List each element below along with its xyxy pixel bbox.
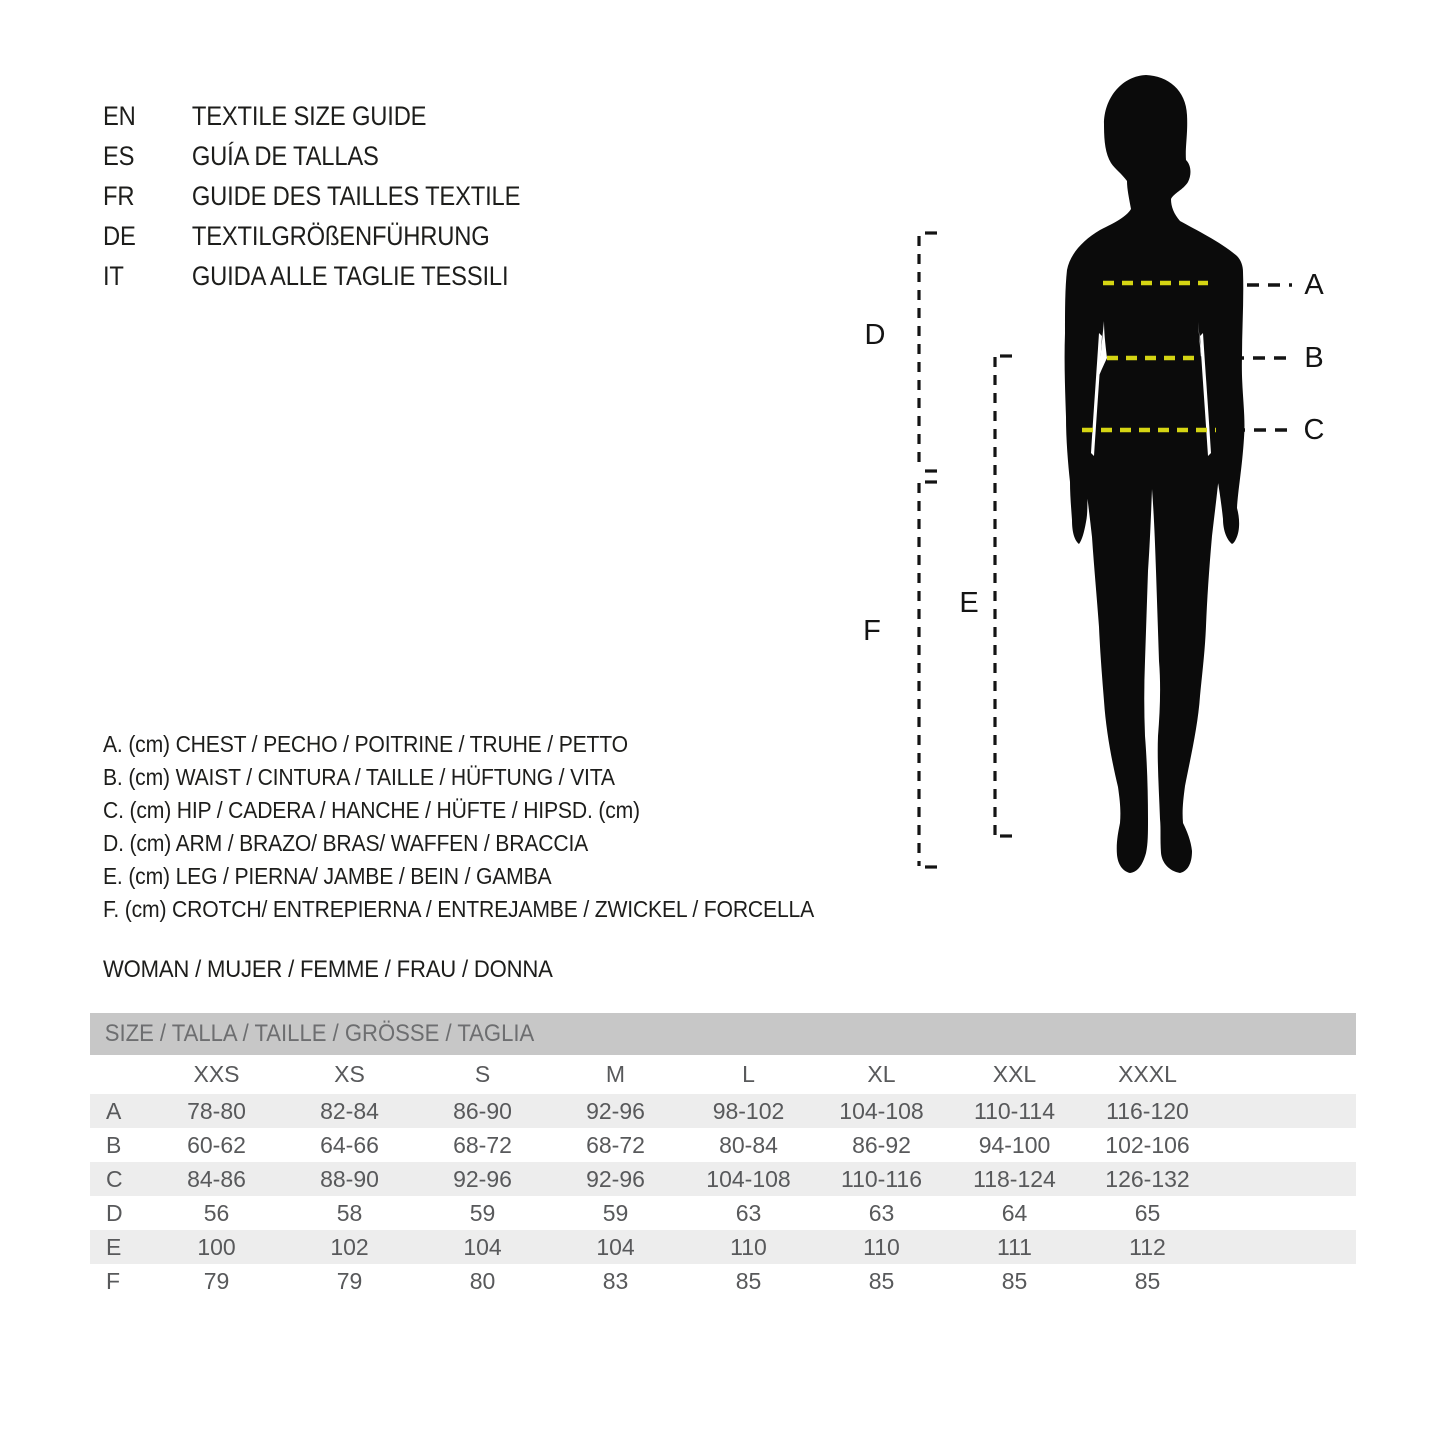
size-column-header: L	[742, 1061, 755, 1087]
size-table	[90, 1055, 1356, 1298]
language-code: ES	[103, 141, 135, 171]
language-row	[103, 96, 520, 136]
size-value-cell: 63	[868, 1199, 895, 1226]
size-column-header: S	[474, 1061, 491, 1087]
row-filler-cell	[1214, 1196, 1356, 1230]
measure-line-ticks	[925, 233, 1012, 867]
measure-row-label: B	[106, 1131, 122, 1158]
size-value-cell: 59	[469, 1199, 496, 1226]
size-value-cell: 64	[1001, 1199, 1028, 1226]
size-value-cell: 63	[735, 1199, 762, 1226]
size-table-header-text: SIZE / TALLA / TAILLE / GRÖSSE / TAGLIA	[104, 1020, 535, 1047]
language-guide-title: GUÍA DE TALLAS	[191, 141, 379, 171]
size-table-row	[90, 1264, 1356, 1298]
size-value-cell: 85	[1134, 1267, 1161, 1294]
size-value-cell: 112	[1129, 1233, 1166, 1260]
size-value-cell: 85	[735, 1267, 762, 1294]
size-value-cell: 126-132	[1105, 1165, 1190, 1192]
size-value-cell: 111	[997, 1233, 1032, 1260]
size-value-cell: 102	[330, 1233, 369, 1260]
size-value-cell: 60-62	[187, 1131, 246, 1158]
language-code: FR	[103, 181, 135, 211]
measurement-legend	[103, 728, 814, 926]
row-filler-cell	[1214, 1128, 1356, 1162]
size-value-cell: 68-72	[586, 1131, 645, 1158]
arm-label: D	[864, 319, 886, 351]
crotch-label: F	[863, 615, 881, 647]
size-column-header: XXXL	[1118, 1061, 1177, 1087]
legend-line: E. (cm) LEG / PIERNA/ JAMBE / BEIN / GAMBA	[103, 863, 552, 889]
size-table-row	[90, 1128, 1356, 1162]
language-title-list	[103, 96, 520, 296]
language-row	[103, 256, 520, 296]
measure-row-label: E	[106, 1233, 122, 1260]
size-value-cell: 110-116	[841, 1165, 922, 1192]
size-value-cell: 88-90	[320, 1165, 379, 1192]
body-measure-lines	[1082, 283, 1216, 430]
size-column-header: XS	[334, 1061, 365, 1087]
size-value-cell: 104	[596, 1233, 635, 1260]
size-value-cell: 59	[602, 1199, 629, 1226]
size-value-cell: 80	[469, 1267, 496, 1294]
leg-label: E	[959, 587, 979, 619]
size-value-cell: 58	[336, 1199, 363, 1226]
size-value-cell: 68-72	[453, 1131, 512, 1158]
size-value-cell: 110	[730, 1233, 767, 1260]
measure-row-label: D	[106, 1199, 123, 1226]
measure-row-label: C	[106, 1165, 123, 1192]
row-filler-cell	[1214, 1230, 1356, 1264]
waist-label: B	[1304, 342, 1324, 374]
size-value-cell: 84-86	[187, 1165, 246, 1192]
left-armpit-gap	[1091, 333, 1102, 456]
size-value-cell: 100	[197, 1233, 236, 1260]
legend-line: C. (cm) HIP / CADERA / HANCHE / HÜFTE / HIPSD. (cm)	[103, 797, 640, 823]
abc-connector-lines	[1190, 285, 1292, 430]
size-column-corner	[90, 1055, 150, 1094]
size-column-header: XL	[867, 1061, 896, 1087]
right-armpit-gap	[1200, 333, 1211, 456]
row-filler-cell	[1214, 1264, 1356, 1298]
gender-heading: WOMAN / MUJER / FEMME / FRAU / DONNA	[103, 956, 553, 983]
size-value-cell: 78-80	[187, 1097, 246, 1124]
size-value-cell: 56	[203, 1199, 230, 1226]
size-value-cell: 86-92	[852, 1131, 911, 1158]
hip-label: C	[1303, 414, 1325, 446]
language-row	[103, 176, 520, 216]
size-value-cell: 92-96	[453, 1165, 512, 1192]
legend-line: B. (cm) WAIST / CINTURA / TAILLE / HÜFTUNG / VITA	[103, 764, 615, 790]
size-value-cell: 80-84	[719, 1131, 778, 1158]
legend-line: F. (cm) CROTCH/ ENTREPIERNA / ENTREJAMBE / ZWICKEL / FORCELLA	[103, 896, 815, 922]
size-value-cell: 98-102	[712, 1097, 785, 1124]
size-table-row	[90, 1196, 1356, 1230]
chest-label: A	[1304, 269, 1324, 301]
size-value-cell: 104	[463, 1233, 502, 1260]
measure-row-label: F	[106, 1267, 121, 1294]
size-value-cell: 65	[1134, 1199, 1161, 1226]
size-value-cell: 94-100	[978, 1131, 1051, 1158]
language-code: EN	[103, 101, 136, 131]
size-table-row	[90, 1094, 1356, 1128]
size-value-cell: 102-106	[1105, 1131, 1190, 1158]
language-guide-title: TEXTILGRÖßENFÜHRUNG	[191, 221, 490, 251]
size-table-header-band	[90, 1013, 1356, 1055]
size-column-header: M	[605, 1061, 626, 1087]
size-value-cell: 110	[863, 1233, 900, 1260]
size-value-cell: 92-96	[586, 1097, 645, 1124]
size-value-cell: 110-114	[974, 1097, 1055, 1124]
size-value-cell: 79	[203, 1267, 230, 1294]
legend-line: D. (cm) ARM / BRAZO/ BRAS/ WAFFEN / BRACCIA	[103, 830, 589, 856]
measure-row-label: A	[106, 1097, 122, 1124]
size-value-cell: 85	[868, 1267, 895, 1294]
woman-silhouette-group	[1065, 75, 1245, 873]
size-value-cell: 86-90	[453, 1097, 512, 1124]
language-guide-title: GUIDA ALLE TAGLIE TESSILI	[191, 261, 509, 291]
size-value-cell: 85	[1001, 1267, 1028, 1294]
language-guide-title: TEXTILE SIZE GUIDE	[191, 101, 427, 131]
row-filler-cell	[1214, 1094, 1356, 1128]
size-column-header: XXL	[992, 1061, 1037, 1087]
size-value-cell: 79	[336, 1267, 363, 1294]
size-columns-row	[90, 1055, 1356, 1094]
legend-line: A. (cm) CHEST / PECHO / POITRINE / TRUHE / PETTO	[103, 731, 628, 757]
size-value-cell: 82-84	[320, 1097, 379, 1124]
size-column-header: XXS	[193, 1061, 240, 1087]
size-table-row	[90, 1230, 1356, 1264]
woman-silhouette	[1065, 75, 1245, 873]
size-value-cell: 92-96	[586, 1165, 645, 1192]
size-value-cell: 83	[602, 1267, 629, 1294]
row-filler-cell	[1214, 1162, 1356, 1196]
size-value-cell: 116-120	[1106, 1097, 1189, 1124]
size-value-cell: 104-108	[706, 1165, 791, 1192]
language-row	[103, 136, 520, 176]
language-code: IT	[103, 261, 124, 291]
size-table-row	[90, 1162, 1356, 1196]
size-table-body	[90, 1094, 1356, 1298]
size-value-cell: 64-66	[320, 1131, 379, 1158]
language-row	[103, 216, 520, 256]
language-guide-title: GUIDE DES TAILLES TEXTILE	[191, 181, 521, 211]
size-value-cell: 118-124	[973, 1165, 1056, 1192]
language-code: DE	[103, 221, 136, 251]
size-value-cell: 104-108	[839, 1097, 924, 1124]
def-measure-lines	[919, 236, 995, 866]
size-table-section	[90, 1013, 1356, 1298]
